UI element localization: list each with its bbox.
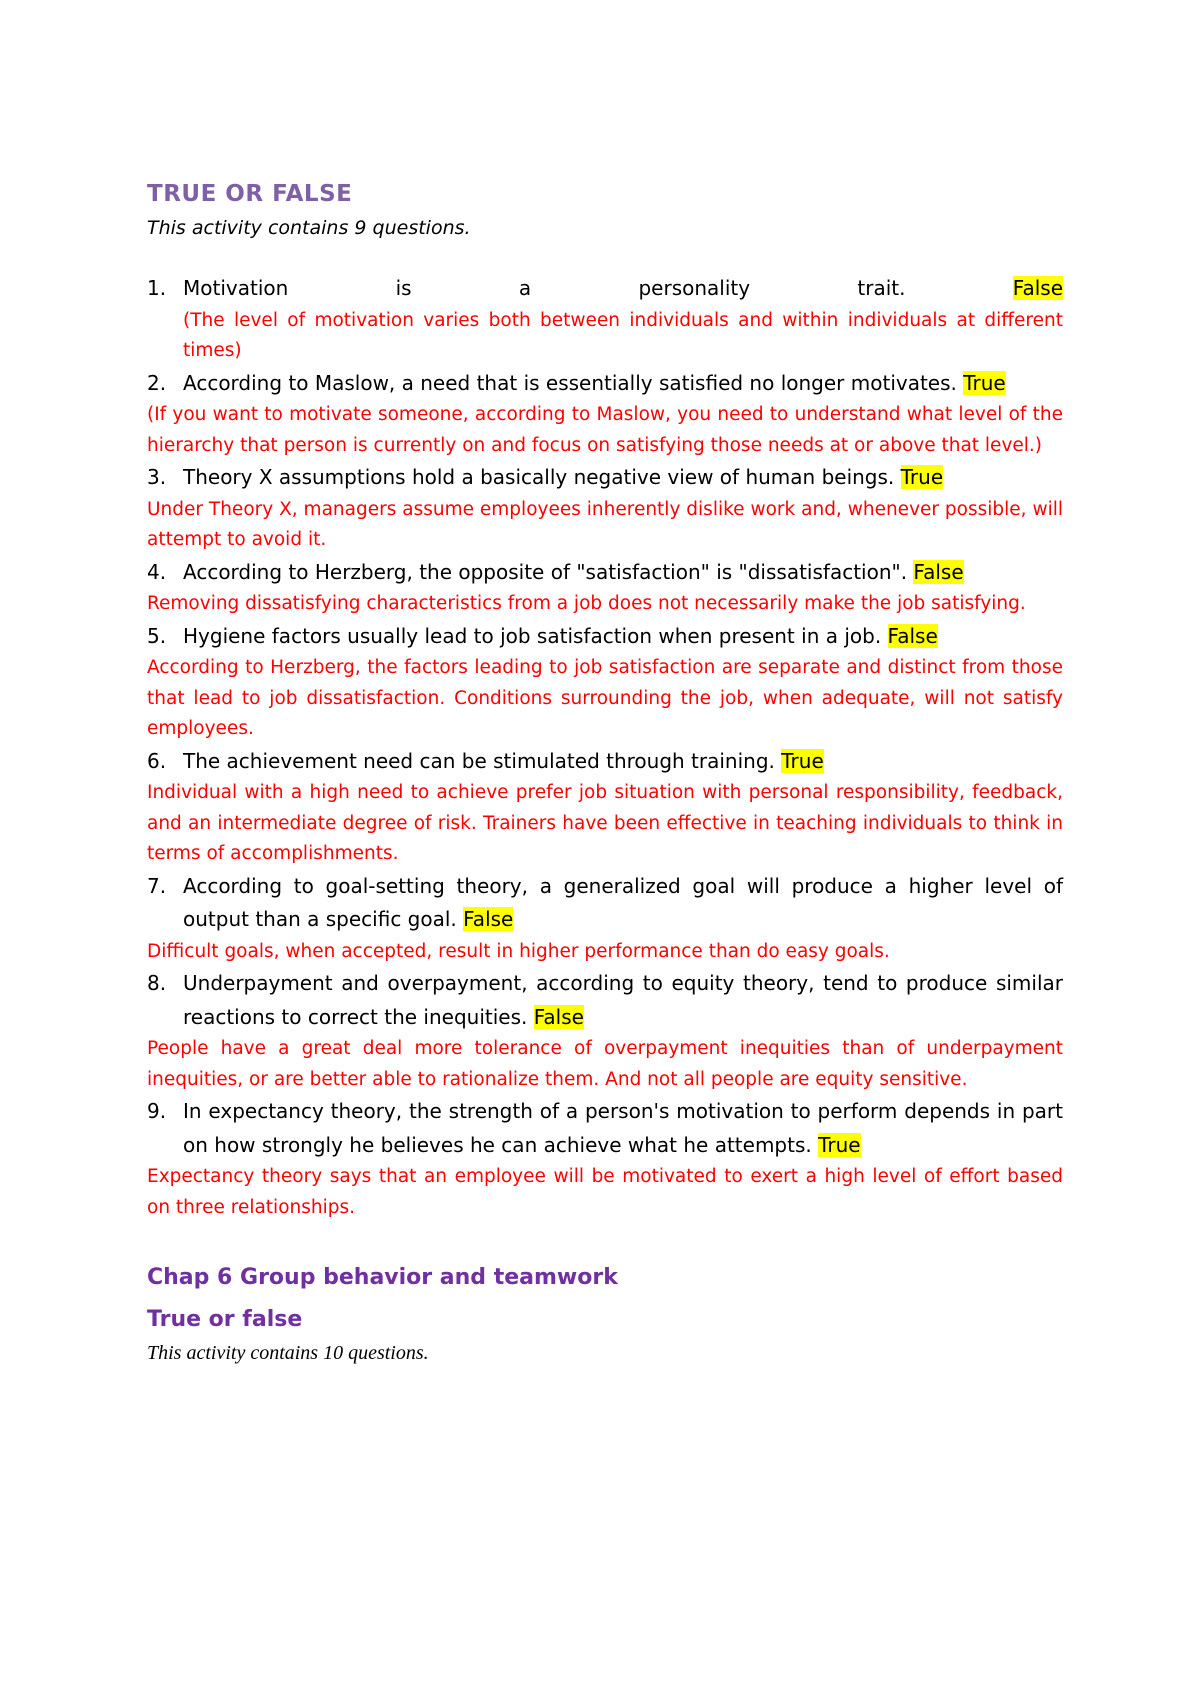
- question-number: 7.: [147, 873, 167, 898]
- question-item: [147, 745, 1063, 779]
- explanation: People have a great deal more tolerance of overpayment inequities than of underpayment inequities, or are better able to rationalize them. And not all people are equity sensitive.: [147, 1038, 1063, 1090]
- question-text: Motivation is a personality trait. False: [183, 276, 1064, 300]
- question-text: Underpayment and overpayment, according to equity theory, tend to produce similar reactions to correct the inequities.: [183, 971, 1063, 1029]
- explanation: Difficult goals, when accepted, result in higher performance than do easy goals.: [147, 940, 890, 962]
- chapter-subtitle: This activity contains 10 questions.: [147, 1342, 429, 1364]
- explanation: (If you want to motivate someone, according to Maslow, you need to understand what level of the hierarchy that person is currently on and focus on satisfying those needs at or above that level.): [147, 404, 1063, 456]
- page-title: TRUE OR FALSE: [147, 181, 353, 207]
- question-item: [147, 272, 1063, 367]
- answer-badge: True: [900, 465, 944, 489]
- explanation: Individual with a high need to achieve prefer job situation with personal responsibility, feedback, and an intermediate degree of risk. Trainers have been effective in teaching individuals to think in terms of accomplishments.: [147, 782, 1063, 864]
- chapter-heading: Chap 6 Group behavior and teamwork: [147, 1265, 618, 1290]
- question-text: According to Maslow, a need that is essentially satisfied no longer motivates.: [183, 370, 957, 395]
- answer-badge: False: [1012, 276, 1064, 300]
- answer-badge: False: [913, 559, 964, 584]
- question-item: [147, 461, 1063, 495]
- answer-badge: False: [533, 1004, 584, 1029]
- answer-badge: True: [781, 748, 824, 773]
- question-number: 8.: [147, 971, 167, 995]
- question-item: [147, 870, 1063, 937]
- explanation: Expectancy theory says that an employee will be motivated to exert a high level of effort based on three relationships.: [147, 1166, 1063, 1218]
- question-text: According to goal-setting theory, a generalized goal will produce a higher level of output than a specific goal.: [183, 873, 1063, 931]
- question-item: [147, 556, 1063, 590]
- question-text: Hygiene factors usually lead to job satisfaction when present in a job.: [183, 623, 882, 648]
- question-number: 5.: [147, 623, 167, 648]
- question-text: Theory X assumptions hold a basically negative view of human beings.: [183, 465, 895, 489]
- chapter-subheading: True or false: [147, 1307, 303, 1332]
- explanation: Removing dissatisfying characteristics from a job does not necessarily make the job satisfying.: [147, 593, 1026, 614]
- question-text: According to Herzberg, the opposite of "satisfaction" is "dissatisfaction".: [183, 559, 908, 584]
- explanation: (The level of motivation varies both between individuals and within individuals at different times): [183, 309, 1063, 361]
- explanation: Under Theory X, managers assume employees inherently dislike work and, whenever possible, will attempt to avoid it.: [147, 498, 1063, 550]
- question-number: 4.: [147, 559, 167, 584]
- document-page: [147, 176, 1063, 1367]
- page-subtitle: This activity contains 9 questions.: [147, 217, 471, 239]
- question-list: [147, 272, 1063, 1223]
- question-number: 6.: [147, 748, 167, 773]
- question-number: 2.: [147, 370, 167, 395]
- question-text: In expectancy theory, the strength of a person's motivation to perform depends in part on how strongly he believes he can achieve what he attempts.: [183, 1099, 1063, 1157]
- question-number: 9.: [147, 1099, 167, 1123]
- question-item: [147, 967, 1063, 1034]
- answer-badge: False: [887, 623, 938, 648]
- question-item: [147, 620, 1063, 654]
- answer-badge: True: [963, 370, 1006, 395]
- question-number: 3.: [147, 465, 167, 489]
- question-item: [147, 367, 1063, 401]
- question-text: The achievement need can be stimulated through training.: [183, 748, 775, 773]
- answer-badge: True: [818, 1132, 861, 1157]
- question-number: 1.: [147, 276, 167, 300]
- explanation: According to Herzberg, the factors leading to job satisfaction are separate and distinct from those that lead to job dissatisfaction. Conditions surrounding the job, when adequate, will not satisfy employees.: [147, 657, 1063, 739]
- answer-badge: False: [463, 907, 514, 931]
- question-item: [147, 1095, 1063, 1162]
